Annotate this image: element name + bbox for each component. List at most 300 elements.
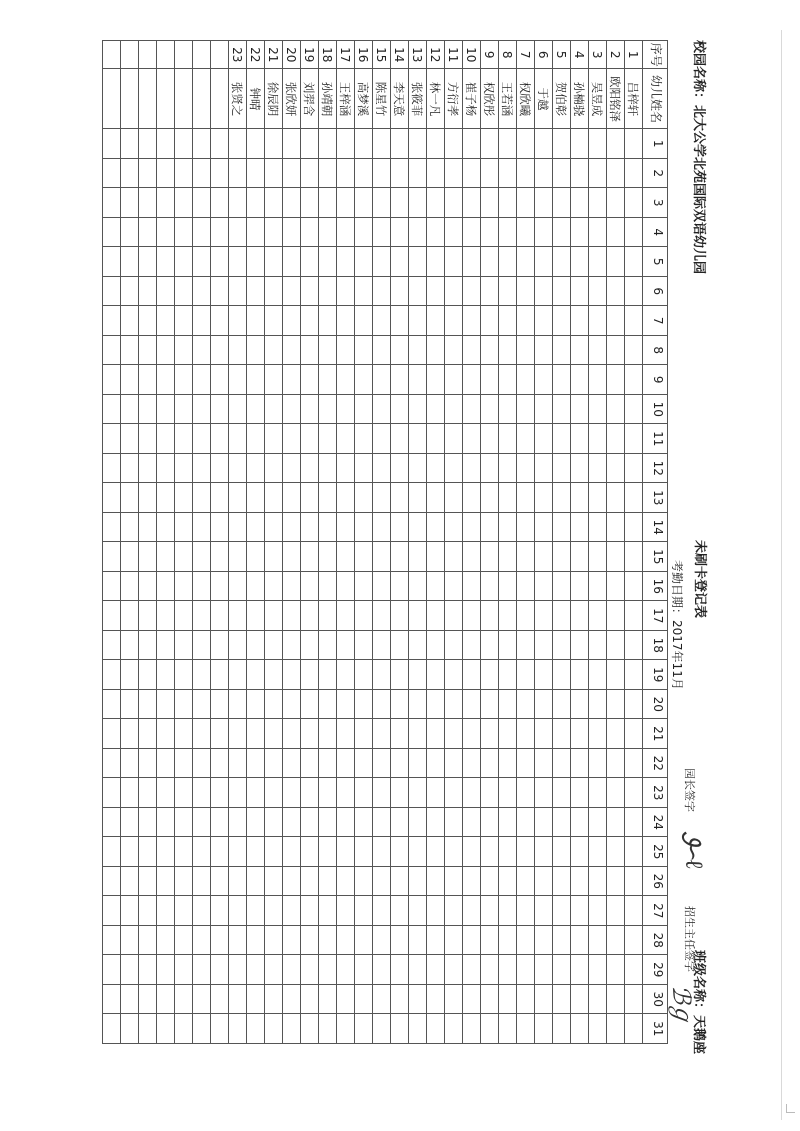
day-cell[interactable] bbox=[139, 601, 157, 631]
day-cell[interactable] bbox=[211, 925, 229, 955]
day-cell[interactable] bbox=[535, 778, 553, 808]
day-cell[interactable] bbox=[247, 955, 265, 985]
day-cell[interactable] bbox=[589, 630, 607, 660]
day-cell[interactable] bbox=[373, 984, 391, 1014]
day-cell[interactable] bbox=[607, 306, 625, 336]
day-cell[interactable] bbox=[553, 158, 571, 188]
day-cell[interactable] bbox=[175, 483, 193, 513]
day-cell[interactable] bbox=[265, 571, 283, 601]
day-cell[interactable] bbox=[589, 335, 607, 365]
day-cell[interactable] bbox=[175, 719, 193, 749]
day-cell[interactable] bbox=[319, 483, 337, 513]
day-cell[interactable] bbox=[535, 365, 553, 395]
day-cell[interactable] bbox=[301, 955, 319, 985]
day-cell[interactable] bbox=[211, 335, 229, 365]
day-cell[interactable] bbox=[229, 424, 247, 454]
day-cell[interactable] bbox=[625, 778, 643, 808]
day-cell[interactable] bbox=[607, 778, 625, 808]
day-cell[interactable] bbox=[373, 719, 391, 749]
day-cell[interactable] bbox=[391, 689, 409, 719]
day-cell[interactable] bbox=[139, 984, 157, 1014]
day-cell[interactable] bbox=[571, 188, 589, 218]
day-cell[interactable] bbox=[229, 689, 247, 719]
day-cell[interactable] bbox=[463, 748, 481, 778]
day-cell[interactable] bbox=[103, 394, 121, 424]
day-cell[interactable] bbox=[481, 866, 499, 896]
day-cell[interactable] bbox=[445, 866, 463, 896]
day-cell[interactable] bbox=[193, 217, 211, 247]
day-cell[interactable] bbox=[229, 866, 247, 896]
day-cell[interactable] bbox=[301, 571, 319, 601]
day-cell[interactable] bbox=[103, 896, 121, 926]
day-cell[interactable] bbox=[409, 601, 427, 631]
day-cell[interactable] bbox=[499, 129, 517, 159]
day-cell[interactable] bbox=[157, 247, 175, 277]
day-cell[interactable] bbox=[607, 866, 625, 896]
day-cell[interactable] bbox=[319, 542, 337, 572]
day-cell[interactable] bbox=[301, 188, 319, 218]
day-cell[interactable] bbox=[589, 424, 607, 454]
day-cell[interactable] bbox=[553, 247, 571, 277]
day-cell[interactable] bbox=[265, 955, 283, 985]
day-cell[interactable] bbox=[499, 630, 517, 660]
day-cell[interactable] bbox=[247, 542, 265, 572]
day-cell[interactable] bbox=[157, 689, 175, 719]
day-cell[interactable] bbox=[553, 719, 571, 749]
day-cell[interactable] bbox=[301, 247, 319, 277]
day-cell[interactable] bbox=[355, 512, 373, 542]
day-cell[interactable] bbox=[463, 925, 481, 955]
day-cell[interactable] bbox=[139, 394, 157, 424]
day-cell[interactable] bbox=[553, 807, 571, 837]
day-cell[interactable] bbox=[445, 601, 463, 631]
day-cell[interactable] bbox=[355, 778, 373, 808]
day-cell[interactable] bbox=[373, 571, 391, 601]
day-cell[interactable] bbox=[373, 748, 391, 778]
day-cell[interactable] bbox=[139, 689, 157, 719]
day-cell[interactable] bbox=[319, 129, 337, 159]
day-cell[interactable] bbox=[283, 306, 301, 336]
day-cell[interactable] bbox=[337, 276, 355, 306]
day-cell[interactable] bbox=[517, 306, 535, 336]
day-cell[interactable] bbox=[103, 424, 121, 454]
day-cell[interactable] bbox=[427, 689, 445, 719]
day-cell[interactable] bbox=[265, 925, 283, 955]
day-cell[interactable] bbox=[175, 158, 193, 188]
day-cell[interactable] bbox=[481, 306, 499, 336]
day-cell[interactable] bbox=[265, 335, 283, 365]
day-cell[interactable] bbox=[463, 365, 481, 395]
day-cell[interactable] bbox=[535, 807, 553, 837]
day-cell[interactable] bbox=[193, 306, 211, 336]
day-cell[interactable] bbox=[319, 689, 337, 719]
day-cell[interactable] bbox=[247, 217, 265, 247]
day-cell[interactable] bbox=[391, 866, 409, 896]
day-cell[interactable] bbox=[139, 424, 157, 454]
day-cell[interactable] bbox=[481, 542, 499, 572]
day-cell[interactable] bbox=[337, 394, 355, 424]
day-cell[interactable] bbox=[625, 896, 643, 926]
day-cell[interactable] bbox=[337, 660, 355, 690]
day-cell[interactable] bbox=[445, 984, 463, 1014]
day-cell[interactable] bbox=[391, 1014, 409, 1044]
day-cell[interactable] bbox=[499, 158, 517, 188]
day-cell[interactable] bbox=[211, 689, 229, 719]
day-cell[interactable] bbox=[607, 719, 625, 749]
day-cell[interactable] bbox=[625, 630, 643, 660]
day-cell[interactable] bbox=[211, 512, 229, 542]
day-cell[interactable] bbox=[211, 748, 229, 778]
day-cell[interactable] bbox=[229, 453, 247, 483]
day-cell[interactable] bbox=[121, 542, 139, 572]
day-cell[interactable] bbox=[499, 247, 517, 277]
day-cell[interactable] bbox=[103, 1014, 121, 1044]
day-cell[interactable] bbox=[391, 601, 409, 631]
day-cell[interactable] bbox=[301, 630, 319, 660]
day-cell[interactable] bbox=[373, 689, 391, 719]
day-cell[interactable] bbox=[157, 394, 175, 424]
day-cell[interactable] bbox=[301, 335, 319, 365]
day-cell[interactable] bbox=[391, 748, 409, 778]
day-cell[interactable] bbox=[193, 630, 211, 660]
day-cell[interactable] bbox=[481, 1014, 499, 1044]
day-cell[interactable] bbox=[445, 925, 463, 955]
day-cell[interactable] bbox=[121, 689, 139, 719]
day-cell[interactable] bbox=[193, 748, 211, 778]
day-cell[interactable] bbox=[625, 660, 643, 690]
day-cell[interactable] bbox=[247, 247, 265, 277]
day-cell[interactable] bbox=[319, 984, 337, 1014]
day-cell[interactable] bbox=[553, 512, 571, 542]
day-cell[interactable] bbox=[589, 394, 607, 424]
day-cell[interactable] bbox=[463, 335, 481, 365]
day-cell[interactable] bbox=[625, 748, 643, 778]
day-cell[interactable] bbox=[535, 247, 553, 277]
day-cell[interactable] bbox=[355, 660, 373, 690]
day-cell[interactable] bbox=[193, 601, 211, 631]
day-cell[interactable] bbox=[247, 306, 265, 336]
day-cell[interactable] bbox=[463, 453, 481, 483]
day-cell[interactable] bbox=[193, 276, 211, 306]
day-cell[interactable] bbox=[373, 925, 391, 955]
day-cell[interactable] bbox=[535, 571, 553, 601]
day-cell[interactable] bbox=[337, 365, 355, 395]
day-cell[interactable] bbox=[409, 129, 427, 159]
day-cell[interactable] bbox=[427, 335, 445, 365]
day-cell[interactable] bbox=[391, 630, 409, 660]
day-cell[interactable] bbox=[211, 955, 229, 985]
day-cell[interactable] bbox=[193, 453, 211, 483]
day-cell[interactable] bbox=[517, 365, 535, 395]
day-cell[interactable] bbox=[391, 424, 409, 454]
day-cell[interactable] bbox=[409, 571, 427, 601]
day-cell[interactable] bbox=[121, 365, 139, 395]
day-cell[interactable] bbox=[589, 453, 607, 483]
day-cell[interactable] bbox=[265, 453, 283, 483]
day-cell[interactable] bbox=[409, 276, 427, 306]
day-cell[interactable] bbox=[553, 601, 571, 631]
day-cell[interactable] bbox=[337, 925, 355, 955]
day-cell[interactable] bbox=[553, 335, 571, 365]
day-cell[interactable] bbox=[319, 807, 337, 837]
day-cell[interactable] bbox=[535, 689, 553, 719]
day-cell[interactable] bbox=[373, 542, 391, 572]
day-cell[interactable] bbox=[247, 394, 265, 424]
day-cell[interactable] bbox=[373, 335, 391, 365]
day-cell[interactable] bbox=[229, 807, 247, 837]
day-cell[interactable] bbox=[553, 217, 571, 247]
day-cell[interactable] bbox=[355, 896, 373, 926]
day-cell[interactable] bbox=[103, 660, 121, 690]
day-cell[interactable] bbox=[157, 866, 175, 896]
day-cell[interactable] bbox=[337, 217, 355, 247]
day-cell[interactable] bbox=[517, 748, 535, 778]
day-cell[interactable] bbox=[571, 866, 589, 896]
day-cell[interactable] bbox=[463, 306, 481, 336]
day-cell[interactable] bbox=[445, 394, 463, 424]
day-cell[interactable] bbox=[391, 306, 409, 336]
day-cell[interactable] bbox=[175, 542, 193, 572]
day-cell[interactable] bbox=[517, 276, 535, 306]
day-cell[interactable] bbox=[535, 955, 553, 985]
day-cell[interactable] bbox=[481, 453, 499, 483]
day-cell[interactable] bbox=[625, 483, 643, 513]
day-cell[interactable] bbox=[391, 188, 409, 218]
day-cell[interactable] bbox=[247, 276, 265, 306]
day-cell[interactable] bbox=[589, 276, 607, 306]
day-cell[interactable] bbox=[157, 807, 175, 837]
day-cell[interactable] bbox=[553, 630, 571, 660]
day-cell[interactable] bbox=[355, 129, 373, 159]
day-cell[interactable] bbox=[247, 778, 265, 808]
day-cell[interactable] bbox=[625, 689, 643, 719]
day-cell[interactable] bbox=[625, 335, 643, 365]
day-cell[interactable] bbox=[625, 365, 643, 395]
day-cell[interactable] bbox=[139, 129, 157, 159]
day-cell[interactable] bbox=[463, 630, 481, 660]
day-cell[interactable] bbox=[517, 542, 535, 572]
day-cell[interactable] bbox=[319, 896, 337, 926]
day-cell[interactable] bbox=[571, 483, 589, 513]
day-cell[interactable] bbox=[121, 748, 139, 778]
day-cell[interactable] bbox=[301, 719, 319, 749]
day-cell[interactable] bbox=[463, 542, 481, 572]
day-cell[interactable] bbox=[157, 483, 175, 513]
day-cell[interactable] bbox=[103, 837, 121, 867]
day-cell[interactable] bbox=[625, 394, 643, 424]
day-cell[interactable] bbox=[463, 807, 481, 837]
day-cell[interactable] bbox=[589, 807, 607, 837]
day-cell[interactable] bbox=[553, 365, 571, 395]
day-cell[interactable] bbox=[499, 984, 517, 1014]
day-cell[interactable] bbox=[193, 984, 211, 1014]
day-cell[interactable] bbox=[625, 601, 643, 631]
day-cell[interactable] bbox=[301, 660, 319, 690]
day-cell[interactable] bbox=[571, 630, 589, 660]
day-cell[interactable] bbox=[121, 483, 139, 513]
day-cell[interactable] bbox=[499, 217, 517, 247]
day-cell[interactable] bbox=[121, 630, 139, 660]
day-cell[interactable] bbox=[265, 129, 283, 159]
day-cell[interactable] bbox=[283, 424, 301, 454]
day-cell[interactable] bbox=[301, 896, 319, 926]
day-cell[interactable] bbox=[499, 601, 517, 631]
day-cell[interactable] bbox=[463, 896, 481, 926]
day-cell[interactable] bbox=[607, 896, 625, 926]
day-cell[interactable] bbox=[445, 719, 463, 749]
day-cell[interactable] bbox=[283, 453, 301, 483]
day-cell[interactable] bbox=[319, 660, 337, 690]
day-cell[interactable] bbox=[571, 807, 589, 837]
day-cell[interactable] bbox=[481, 483, 499, 513]
day-cell[interactable] bbox=[553, 424, 571, 454]
day-cell[interactable] bbox=[139, 483, 157, 513]
day-cell[interactable] bbox=[157, 276, 175, 306]
day-cell[interactable] bbox=[175, 365, 193, 395]
day-cell[interactable] bbox=[481, 601, 499, 631]
day-cell[interactable] bbox=[571, 424, 589, 454]
day-cell[interactable] bbox=[283, 247, 301, 277]
day-cell[interactable] bbox=[607, 129, 625, 159]
day-cell[interactable] bbox=[499, 542, 517, 572]
day-cell[interactable] bbox=[427, 306, 445, 336]
day-cell[interactable] bbox=[499, 512, 517, 542]
day-cell[interactable] bbox=[283, 276, 301, 306]
day-cell[interactable] bbox=[463, 837, 481, 867]
day-cell[interactable] bbox=[355, 630, 373, 660]
day-cell[interactable] bbox=[427, 925, 445, 955]
day-cell[interactable] bbox=[571, 365, 589, 395]
day-cell[interactable] bbox=[607, 453, 625, 483]
day-cell[interactable] bbox=[607, 660, 625, 690]
day-cell[interactable] bbox=[607, 1014, 625, 1044]
day-cell[interactable] bbox=[427, 601, 445, 631]
day-cell[interactable] bbox=[517, 660, 535, 690]
day-cell[interactable] bbox=[229, 129, 247, 159]
day-cell[interactable] bbox=[211, 276, 229, 306]
day-cell[interactable] bbox=[193, 571, 211, 601]
day-cell[interactable] bbox=[103, 158, 121, 188]
day-cell[interactable] bbox=[121, 719, 139, 749]
day-cell[interactable] bbox=[589, 1014, 607, 1044]
day-cell[interactable] bbox=[157, 748, 175, 778]
day-cell[interactable] bbox=[499, 660, 517, 690]
day-cell[interactable] bbox=[427, 542, 445, 572]
day-cell[interactable] bbox=[265, 719, 283, 749]
day-cell[interactable] bbox=[301, 306, 319, 336]
day-cell[interactable] bbox=[139, 512, 157, 542]
day-cell[interactable] bbox=[355, 925, 373, 955]
day-cell[interactable] bbox=[211, 601, 229, 631]
day-cell[interactable] bbox=[481, 807, 499, 837]
day-cell[interactable] bbox=[193, 394, 211, 424]
day-cell[interactable] bbox=[157, 542, 175, 572]
day-cell[interactable] bbox=[589, 866, 607, 896]
day-cell[interactable] bbox=[157, 719, 175, 749]
day-cell[interactable] bbox=[211, 866, 229, 896]
day-cell[interactable] bbox=[409, 719, 427, 749]
day-cell[interactable] bbox=[355, 866, 373, 896]
day-cell[interactable] bbox=[139, 896, 157, 926]
day-cell[interactable] bbox=[607, 247, 625, 277]
day-cell[interactable] bbox=[121, 807, 139, 837]
day-cell[interactable] bbox=[247, 188, 265, 218]
day-cell[interactable] bbox=[409, 335, 427, 365]
day-cell[interactable] bbox=[535, 630, 553, 660]
day-cell[interactable] bbox=[571, 837, 589, 867]
day-cell[interactable] bbox=[265, 896, 283, 926]
day-cell[interactable] bbox=[427, 866, 445, 896]
day-cell[interactable] bbox=[175, 394, 193, 424]
day-cell[interactable] bbox=[121, 896, 139, 926]
day-cell[interactable] bbox=[481, 571, 499, 601]
day-cell[interactable] bbox=[121, 188, 139, 218]
day-cell[interactable] bbox=[265, 188, 283, 218]
day-cell[interactable] bbox=[175, 217, 193, 247]
day-cell[interactable] bbox=[481, 276, 499, 306]
day-cell[interactable] bbox=[445, 778, 463, 808]
day-cell[interactable] bbox=[553, 129, 571, 159]
day-cell[interactable] bbox=[607, 365, 625, 395]
day-cell[interactable] bbox=[337, 424, 355, 454]
day-cell[interactable] bbox=[409, 778, 427, 808]
day-cell[interactable] bbox=[265, 158, 283, 188]
day-cell[interactable] bbox=[193, 778, 211, 808]
day-cell[interactable] bbox=[229, 837, 247, 867]
day-cell[interactable] bbox=[319, 571, 337, 601]
day-cell[interactable] bbox=[391, 778, 409, 808]
day-cell[interactable] bbox=[571, 689, 589, 719]
day-cell[interactable] bbox=[463, 778, 481, 808]
day-cell[interactable] bbox=[301, 778, 319, 808]
day-cell[interactable] bbox=[517, 158, 535, 188]
day-cell[interactable] bbox=[553, 689, 571, 719]
day-cell[interactable] bbox=[463, 1014, 481, 1044]
day-cell[interactable] bbox=[571, 394, 589, 424]
day-cell[interactable] bbox=[481, 778, 499, 808]
day-cell[interactable] bbox=[175, 453, 193, 483]
day-cell[interactable] bbox=[373, 247, 391, 277]
day-cell[interactable] bbox=[319, 1014, 337, 1044]
day-cell[interactable] bbox=[517, 630, 535, 660]
day-cell[interactable] bbox=[283, 1014, 301, 1044]
day-cell[interactable] bbox=[355, 188, 373, 218]
day-cell[interactable] bbox=[571, 896, 589, 926]
day-cell[interactable] bbox=[391, 335, 409, 365]
day-cell[interactable] bbox=[193, 129, 211, 159]
day-cell[interactable] bbox=[517, 129, 535, 159]
day-cell[interactable] bbox=[229, 335, 247, 365]
day-cell[interactable] bbox=[283, 158, 301, 188]
day-cell[interactable] bbox=[571, 955, 589, 985]
day-cell[interactable] bbox=[139, 365, 157, 395]
day-cell[interactable] bbox=[499, 453, 517, 483]
day-cell[interactable] bbox=[337, 896, 355, 926]
day-cell[interactable] bbox=[229, 512, 247, 542]
day-cell[interactable] bbox=[589, 365, 607, 395]
day-cell[interactable] bbox=[121, 129, 139, 159]
day-cell[interactable] bbox=[427, 129, 445, 159]
day-cell[interactable] bbox=[463, 719, 481, 749]
day-cell[interactable] bbox=[571, 129, 589, 159]
day-cell[interactable] bbox=[391, 129, 409, 159]
day-cell[interactable] bbox=[427, 1014, 445, 1044]
day-cell[interactable] bbox=[463, 158, 481, 188]
day-cell[interactable] bbox=[247, 424, 265, 454]
day-cell[interactable] bbox=[391, 896, 409, 926]
day-cell[interactable] bbox=[607, 158, 625, 188]
day-cell[interactable] bbox=[265, 778, 283, 808]
